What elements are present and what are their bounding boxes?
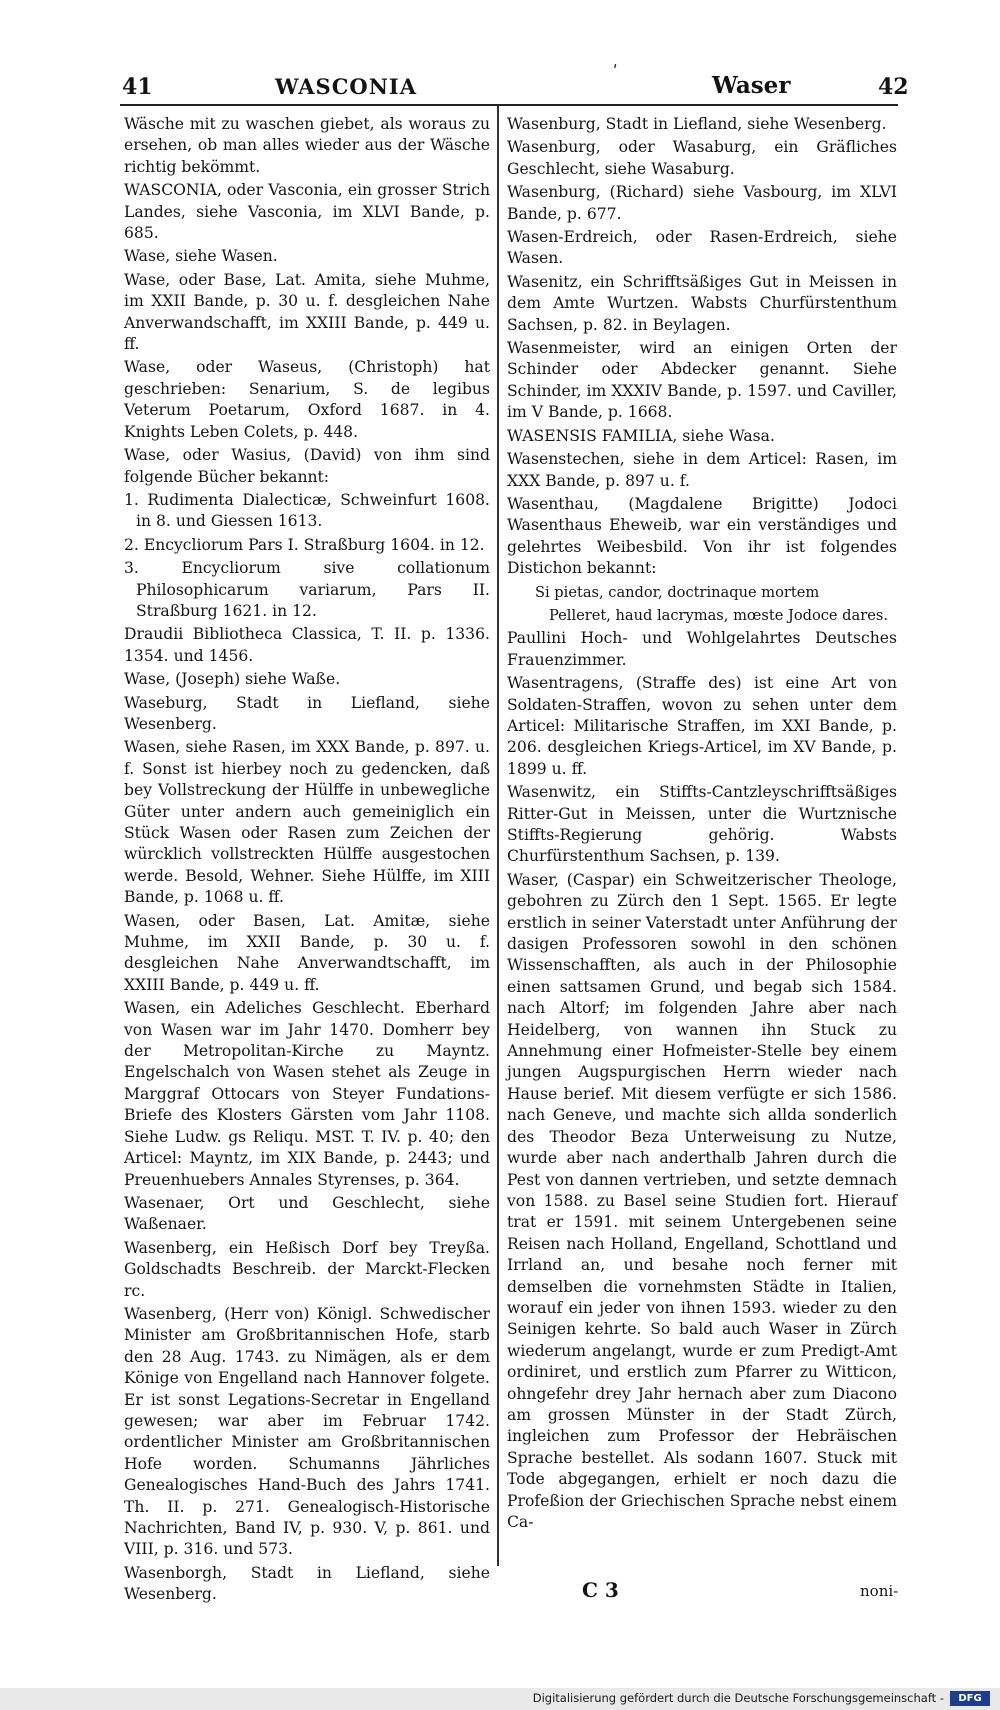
- header-mark: ʹ: [613, 62, 618, 81]
- left-paragraph: Draudii Bibliotheca Classica, T. II. p. 1336. 1354. und 1456.: [124, 625, 490, 665]
- left-paragraph: Wasenberg, (Herr von) Königl. Schwedischer Minister am Großbritannischen Hofe, starb den 28 Aug. 1743. zu Nimägen, als er dem Könige von Engelland nach Hannover folgete. Er ist sonst Legations-Secretar in Engelland gewesen; war aber im Februar 1742. ordentlicher Minister am Großbritannischen Hofe worden. Schumanns Jährliches Genealogisches Hand-Buch des Jahrs 1741. Th. II. p. 271. Genealogisch-Historische Nachrichten, Band IV, p. 930. V, p. 861. und VIII, p. 316. und 573.: [124, 1304, 490, 1559]
- right-paragraph: Waser, (Caspar) ein Schweitzerischer Theologe, gebohren zu Zürch den 1 Sept. 1565. Er legte erstlich in seiner Vaterstadt unter Anführung der dasigen Professoren sowohl in den schönen Wissenschafften, als auch in der Philosophie einen sattsamen Grund, und begab sich 1584. nach Altorf; im folgenden Jahre aber nach Heidelberg, von wannen ihn Stuck zu Annehmung einer Hofmeister-Stelle bey einem jungen Augspurgischen Herrn wieder nach Hause berief. Mit diesem verfügte er sich 1586. nach Geneve, und machte sich allda sonderlich des Theodor Beza Unterweisung zu Nutze, wurde aber nach anderthalb Jahren durch die Pest von dannen vertrieben, und setzte demnach von 1588. zu Basel seine Studien fort. Hierauf trat er 1591. mit seinem Untergebenen seine Reisen nach Holland, Engelland, Schottland und Irrland an, und besahe noch ferner mit demselben die vornehmsten Städte in Italien, worauf ein jeder von ihnen 1593. wieder zu den Seinigen kehrte. So bald auch Waser in Zürch wiederum angelangt, wurde er zum Predigt-Amt ordiniret, und erstlich zum Pfarrer zu Witticon, ohngefehr drey Jahr hernach aber zum Diacono am grossen Münster in der Stadt Zürch, ingleichen zum Professor der Hebräischen Sprache bestellet. Als sodann 1607. Stuck mit Tode abgegangen, erhielt er noch dazu die Profeßion der Griechischen Sprache nebst einem Ca-: [507, 870, 897, 1531]
- distichon-line: Si pietas, candor, doctrinaque mortem: [535, 583, 820, 601]
- left-page-number: 41: [122, 74, 153, 100]
- left-paragraph: WASCONIA, oder Vasconia, ein grosser Strich Landes, siehe Vasconia, im XLVI Bande, p. 685.: [124, 181, 490, 243]
- right-paragraph: Wasenwitz, ein Stiffts-Cantzleyschrifftsäßiges Ritter-Gut in Meissen, unter die Wurtznische Stiffts-Regierung gehörig. Wabsts Churfürstenthum Sachsen, p. 139.: [507, 783, 897, 866]
- left-list-item: 2. Encycliorum Pars I. Straßburg 1604. in 12.: [124, 535, 485, 554]
- right-paragraph: Wasenburg, Stadt in Liefland, siehe Wesenberg.: [507, 115, 887, 133]
- right-paragraph: Paullini Hoch- und Wohlgelahrtes Deutsches Frauenzimmer.: [507, 629, 897, 669]
- right-paragraph: Wasenthau, (Magdalene Brigitte) Jodoci Wasenthaus Eheweib, war ein verständiges und gelehrtes Weibesbild. Von ihr ist folgendes Distichon bekannt:: [507, 494, 897, 578]
- left-paragraph: Wasenaer, Ort und Geschlecht, siehe Waßenaer.: [124, 1193, 490, 1234]
- dfg-logo: DFG: [950, 1691, 990, 1706]
- right-paragraph: Wasenmeister, wird an einigen Orten der Schinder oder Abdecker genannt. Siehe Schinder, im XXXIV Bande, p. 1597. und Caviller, im V Bande, p. 1668.: [507, 339, 897, 422]
- left-paragraph: Waseburg, Stadt in Liefland, siehe Wesenberg.: [124, 693, 490, 733]
- left-paragraph: Wase, siehe Wasen.: [124, 247, 278, 266]
- left-paragraph: Wase, oder Waseus, (Christoph) hat geschrieben: Senarium, S. de legibus Veterum Poetarum, Oxford 1687. in 4. Knights Leben Colets, p. 448.: [124, 358, 490, 441]
- left-list-item: 1. Rudimenta Dialecticæ, Schweinfurt 1608. in 8. und Giessen 1613.: [124, 490, 490, 531]
- right-paragraph: Wasenstechen, siehe in dem Articel: Rasen, im XXX Bande, p. 897 u. f.: [507, 450, 897, 490]
- right-paragraph: Wasen-Erdreich, oder Rasen-Erdreich, siehe Wasen.: [507, 228, 897, 268]
- left-paragraph: Wasen, siehe Rasen, im XXX Bande, p. 897. u. f. Sonst ist hierbey noch zu gedencken, daß bey Vollstreckung der Hülffe in unbewegliche Güter unter andern auch gemeiniglich ein Stück Wasen oder Rasen zum Zeichen der würcklich vollstreckten Hülffe ausgestochen werde. Besold, Wehner. Siehe Hülffe, im XIII Bande, p. 1068 u. ff.: [124, 738, 490, 907]
- right-paragraph: Wasenburg, (Richard) siehe Vasbourg, im XLVI Bande, p. 677.: [507, 183, 897, 223]
- footer-credit: Digitalisierung gefördert durch die Deutsche Forschungsgemeinschaft -: [532, 1691, 944, 1705]
- left-paragraph: Wäsche mit zu waschen giebet, als woraus zu ersehen, ob man alles wieder aus der Wäsche richtig bekömmt.: [124, 115, 490, 176]
- left-paragraph: Wasen, oder Basen, Lat. Amitæ, siehe Muhme, im XXII Bande, p. 30 u. f. desgleichen Nahe Anverwandtschafft, im XXIII Bande, p. 449 u. ff.: [124, 911, 490, 994]
- right-running-title: Waser: [712, 72, 791, 99]
- signature-mark: C 3: [582, 1578, 619, 1602]
- catchword: noni-: [860, 1582, 899, 1600]
- right-column: [507, 114, 897, 1535]
- right-paragraph: WASENSIS FAMILIA, siehe Wasa.: [507, 426, 775, 445]
- left-paragraph: Wasen, ein Adeliches Geschlecht. Eberhard von Wasen war im Jahr 1470. Domherr bey der Metropolitan-Kirche zu Mayntz. Engelschalch von Wasen stehet als Zeuge in Marggraf Ottocars von Steyer Fundations-Briefe des Klosters Gärsten vom Jahr 1108. Siehe Ludw. gs Reliqu. MST. T. IV. p. 40; den Articel: Mayntz, im XIX Bande, p. 2443; und Preuenhuebers Annales Styrenses, p. 364.: [124, 999, 490, 1189]
- left-paragraph: Wasenborgh, Stadt in Liefland, siehe Wesenberg.: [124, 1563, 490, 1604]
- right-paragraph: Wasentragens, (Straffe des) ist eine Art von Soldaten-Straffen, wovon zu sehen unter dem Articel: Militarische Straffen, im XXI Bande, p. 206. desgleichen Kriegs-Articel, im XV Bande, p. 1899 u. ff.: [507, 674, 897, 778]
- left-paragraph: Wase, oder Wasius, (David) von ihm sind folgende Bücher bekannt:: [124, 446, 490, 486]
- right-paragraph: Wasenburg, oder Wasaburg, ein Gräfliches Geschlecht, siehe Wasaburg.: [507, 138, 897, 178]
- right-page-number: 42: [878, 74, 909, 100]
- left-paragraph: Wasenberg, ein Heßisch Dorf bey Treyßa. Goldschadts Beschreib. der Marckt-Flecken rc.: [124, 1238, 490, 1300]
- left-list-item: 3. Encycliorum sive collationum Philosophicarum variarum, Pars II. Straßburg 1621. in 12.: [124, 559, 490, 620]
- left-running-title: WASCONIA: [275, 74, 418, 99]
- header-rule: [120, 104, 898, 106]
- left-paragraph: Wase, (Joseph) siehe Waße.: [124, 670, 341, 689]
- left-column: [124, 114, 490, 1608]
- distichon-line: Pelleret, haud lacrymas, mœste Jodoce dares.: [549, 606, 888, 624]
- column-divider: [497, 106, 499, 1566]
- left-paragraph: Wase, oder Base, Lat. Amita, siehe Muhme, im XXII Bande, p. 30 u. f. desgleichen Nahe Anverwandschafft, im XXIII Bande, p. 449 u. ff.: [124, 270, 490, 354]
- right-paragraph: Wasenitz, ein Schrifftsäßiges Gut in Meissen in dem Amte Wurtzen. Wabsts Churfürstenthum Sachsen, p. 82. in Beylagen.: [507, 272, 897, 334]
